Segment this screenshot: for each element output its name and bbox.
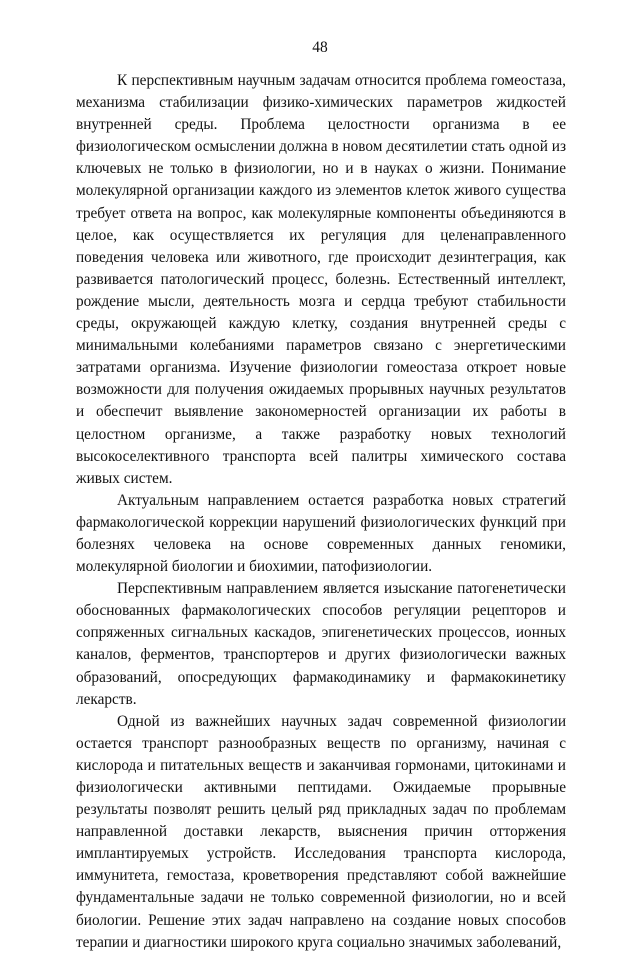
paragraph-receptor-regulation: Перспективным направлением является изыскание патогенетически обоснованных фармакологических способов регуляции рецепторов и сопряженных сигнальных каскадов, эпигенетических процессов, ионных каналов, ферментов, транспортеров и других физиологически важных образований, опосредующих фармакодинамику и фармакокинетику лекарств. xyxy=(76,580,566,708)
document-body xyxy=(76,70,566,954)
paragraph-pharmacological-correction: Актуальным направлением остается разработка новых стратегий фармакологической коррекции нарушений физиологических функций при болезнях человека на основе современных данных геномики, молекулярной биологии и биохимии, патофизиологии. xyxy=(76,491,566,576)
page-number: 48 xyxy=(312,39,328,56)
paragraph-homeostasis: К перспективным научным задачам относится проблема гомеостаза, механизма стабилизации физико-химических параметров жидкостей внутренней среды. Проблема целостности организма в ее физиологическом осмыслении должна в новом десятилетии стать одной из ключевых не только в физиологии, но и в науках о жизни. Понимание молекулярной организации каждого из элементов клеток живого существа требует ответа на вопрос, как молекулярные компоненты объединяются в целое, как осуществляется их регуляция для целенаправленного поведения человека или животного, где происходит дезинтеграция, как развивается патологический процесс, болезнь. Естественный интеллект, рождение мысли, деятельность мозга и сердца требуют стабильности среды, окружающей каждую клетку, создания внутренней среды с минимальными колебаниями параметров связано с энергетическими затратами организма. Изучение физиологии гомеостаза откроет новые возможности для получения ожидаемых прорывных научных результатов и обеспечит выявление закономерностей организации их работы в целостном организме, а также разработку новых технологий высокоселективного транспорта всей палитры химического состава живых систем. xyxy=(76,72,566,487)
paragraph-substance-transport: Одной из важнейших научных задач современной физиологии остается транспорт разнообразных веществ по организму, начиная с кислорода и питательных веществ и заканчивая гормонами, цитокинами и физиологически активными пептидами. Ожидаемые прорывные результаты позволят решить целый ряд прикладных задач по проблемам направленной доставки лекарств, выяснения причин отторжения имплантируемых устройств. Исследования транспорта кислорода, иммунитета, гемостаза, кроветворения представляют собой важнейшие фундаментальные задачи не только современной физиологии, но и всей биологии. Решение этих задач направлено на создание новых способов терапии и диагностики широкого круга социально значимых заболеваний, xyxy=(76,712,566,951)
